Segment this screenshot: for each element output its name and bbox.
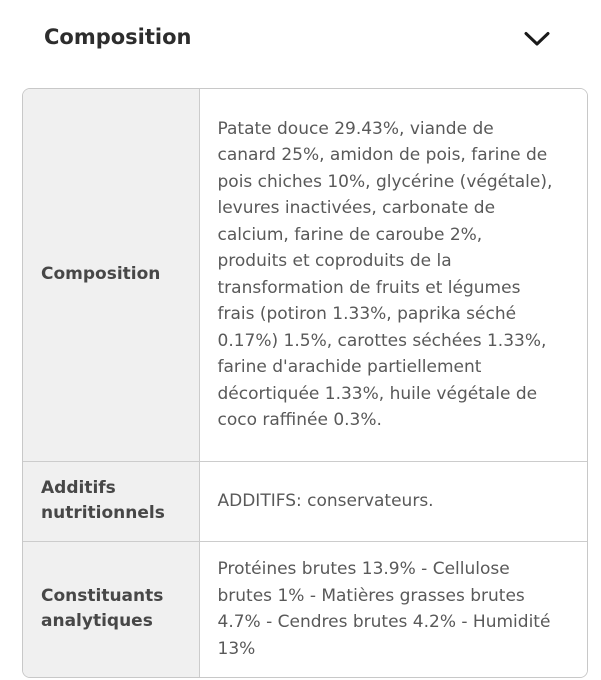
composition-accordion-toggle[interactable] xyxy=(0,0,601,52)
table-row-composition xyxy=(23,89,587,461)
table-row-additifs-nutritionnels xyxy=(23,461,587,541)
section-title: Composition xyxy=(44,25,192,49)
row-label-additifs-nutritionnels: Additifs nutritionnels xyxy=(23,461,199,541)
row-value-composition: Patate douce 29.43%, viande de canard 25%, amidon de pois, farine de pois chiches 10%, glycérine (végétale), levures inactivées, carbonate de calcium, farine de caroube 2%, produits et coproduits de la transformation de fruits et légumes frais (potiron 1.33%, paprika séché 0.17%) 1.5%, carottes séchées 1.33%, farine d'arachide partiellement décortiquée 1.33%, huile végétale de coco raffinée 0.3%. xyxy=(199,89,587,461)
row-value-additifs-nutritionnels: ADDITIFS: conservateurs. xyxy=(199,461,587,541)
row-label-composition: Composition xyxy=(23,89,199,461)
chevron-down-icon[interactable] xyxy=(524,31,550,47)
composition-details-table xyxy=(22,88,588,678)
table-row-constituants-analytiques xyxy=(23,541,587,677)
row-label-constituants-analytiques: Constituants analytiques xyxy=(23,541,199,677)
row-value-constituants-analytiques: Protéines brutes 13.9% - Cellulose brutes 1% - Matières grasses brutes 4.7% - Cendres brutes 4.2% - Humidité 13% xyxy=(199,541,587,677)
